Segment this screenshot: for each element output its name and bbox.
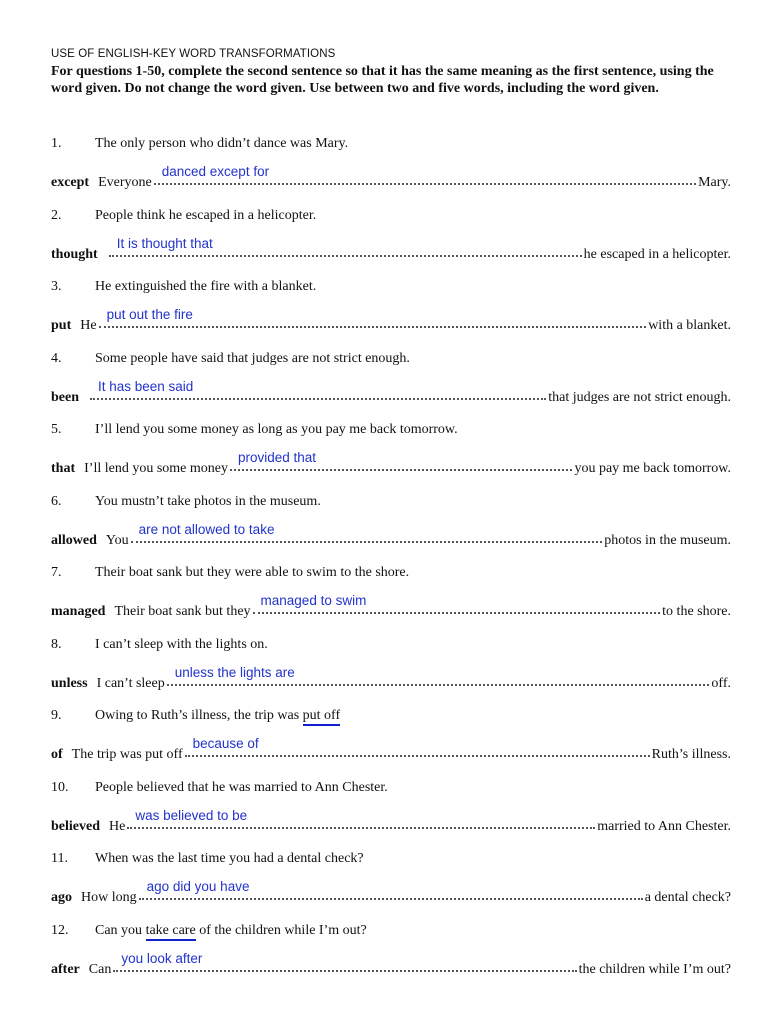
question-number: 2.	[51, 207, 62, 223]
answer-suffix: Ruth’s illness.	[651, 747, 731, 762]
question-1	[51, 132, 731, 204]
question-6	[51, 490, 731, 562]
answer-prefix: You	[105, 532, 129, 548]
keyword: allowed	[51, 532, 97, 548]
answer-blank[interactable]	[127, 807, 595, 830]
handwritten-answer: provided that	[238, 450, 317, 465]
answer-prefix: Everyone	[98, 175, 152, 190]
instructions: For questions 1-50, complete the second sentence so that it has the same meaning as the first sentence, using the word given. Do not change the word given. Use between two and five words, including the word given.	[51, 64, 714, 96]
handwritten-answer: danced except for	[161, 164, 270, 179]
answer-suffix: photos in the museum.	[604, 532, 731, 548]
answer-blank[interactable]	[131, 521, 603, 544]
question-9	[51, 704, 731, 776]
answer-blank[interactable]	[139, 879, 643, 901]
question-sentence: He extinguished the fire with a blanket.	[95, 279, 317, 294]
answer-suffix: off.	[711, 675, 731, 691]
question-4	[51, 347, 731, 419]
question-sentence	[95, 708, 340, 724]
answer-blank[interactable]	[185, 736, 650, 758]
handwritten-answer: unless the lights are	[174, 664, 295, 680]
answer-prefix: Their boat sank but they	[114, 604, 251, 619]
question-sentence: The only person who didn’t dance was Mary.	[95, 136, 349, 151]
answer-prefix: He	[109, 818, 126, 834]
question-10	[51, 776, 731, 848]
question-number: 6.	[51, 493, 62, 509]
question-sentence: People think he escaped in a helicopter.	[95, 207, 317, 223]
keyword: believed	[51, 818, 100, 834]
sentence-part: of the children while I’m out?	[195, 922, 367, 938]
answer-blank[interactable]	[167, 664, 710, 687]
question-number: 10.	[51, 779, 69, 795]
question-11	[51, 847, 731, 919]
question-sentence: Their boat sank but they were able to swim to the shore.	[95, 565, 410, 580]
handwritten-answer: was believed to be	[135, 807, 248, 823]
answer-suffix: with a blanket.	[648, 318, 731, 333]
question-number: 1.	[51, 136, 62, 151]
answer-suffix: married to Ann Chester.	[597, 818, 731, 834]
question-12	[51, 919, 731, 991]
handwritten-answer: are not allowed to take	[138, 521, 275, 537]
answer-blank[interactable]	[99, 307, 647, 329]
question-sentence: People believed that he was married to Ann Chester.	[95, 779, 388, 795]
answer-prefix: How long	[81, 890, 137, 905]
question-list	[51, 132, 731, 990]
answer-suffix: you pay me back tomorrow.	[574, 461, 731, 476]
answer-prefix: I’ll lend you some money	[84, 461, 228, 476]
question-8	[51, 633, 731, 705]
answer-prefix: I can’t sleep	[96, 675, 165, 691]
answer-suffix: a dental check?	[644, 890, 731, 905]
question-number: 3.	[51, 279, 62, 294]
answer-blank[interactable]	[109, 235, 582, 258]
handwritten-answer: It is thought that	[116, 235, 213, 251]
handwritten-answer: you look after	[121, 950, 203, 966]
question-7	[51, 561, 731, 633]
answer-blank[interactable]	[253, 593, 661, 615]
handwritten-answer: managed to swim	[260, 593, 367, 608]
handwritten-answer: ago did you have	[146, 879, 250, 894]
answer-suffix: he escaped in a helicopter.	[583, 246, 731, 262]
question-sentence: I’ll lend you some money as long as you pay me back tomorrow.	[95, 422, 458, 437]
keyword: that	[51, 461, 76, 476]
question-3	[51, 275, 731, 347]
keyword: put	[51, 318, 72, 333]
underlined-phrase: put off	[303, 708, 340, 726]
question-number: 9.	[51, 708, 62, 723]
answer-prefix: He	[80, 318, 97, 333]
question-2	[51, 204, 731, 276]
keyword: except	[51, 175, 90, 190]
keyword: of	[51, 747, 63, 762]
sentence-part: Owing to Ruth’s illness, the trip was	[95, 708, 303, 723]
question-sentence: I can’t sleep with the lights on.	[95, 636, 268, 652]
keyword: after	[51, 961, 80, 977]
sentence-part: Can you	[95, 922, 146, 938]
answer-suffix: to the shore.	[662, 604, 731, 619]
question-number: 7.	[51, 565, 62, 580]
question-number: 8.	[51, 636, 62, 652]
answer-suffix: the children while I’m out?	[578, 961, 731, 977]
underlined-phrase: take care	[146, 923, 196, 941]
handwritten-answer: because of	[192, 736, 259, 751]
question-number: 12.	[51, 922, 69, 938]
answer-blank[interactable]	[230, 450, 572, 472]
answer-blank[interactable]	[113, 950, 576, 973]
answer-blank[interactable]	[90, 378, 546, 401]
handwritten-answer: It has been said	[98, 378, 194, 394]
keyword: thought	[51, 246, 98, 262]
answer-suffix: that judges are not strict enough.	[548, 389, 731, 405]
question-sentence: Some people have said that judges are not strict enough.	[95, 350, 410, 366]
answer-prefix: Can	[88, 961, 112, 977]
question-number: 5.	[51, 422, 62, 437]
answer-blank[interactable]	[154, 164, 696, 186]
question-number: 4.	[51, 350, 62, 366]
handwritten-answer: put out the fire	[106, 307, 193, 322]
keyword: unless	[51, 675, 88, 691]
question-sentence: When was the last time you had a dental check?	[95, 851, 364, 866]
worksheet-header	[51, 48, 741, 97]
keyword: been	[51, 389, 79, 405]
question-5	[51, 418, 731, 490]
keyword: managed	[51, 604, 106, 619]
question-sentence: You mustn’t take photos in the museum.	[95, 493, 321, 509]
keyword: ago	[51, 890, 72, 905]
answer-prefix: The trip was put off	[71, 747, 183, 762]
worksheet-title: USE OF ENGLISH-KEY WORD TRANSFORMATIONS	[51, 48, 336, 60]
question-number: 11.	[51, 851, 68, 866]
question-sentence	[95, 923, 367, 939]
answer-suffix: Mary.	[698, 175, 731, 190]
